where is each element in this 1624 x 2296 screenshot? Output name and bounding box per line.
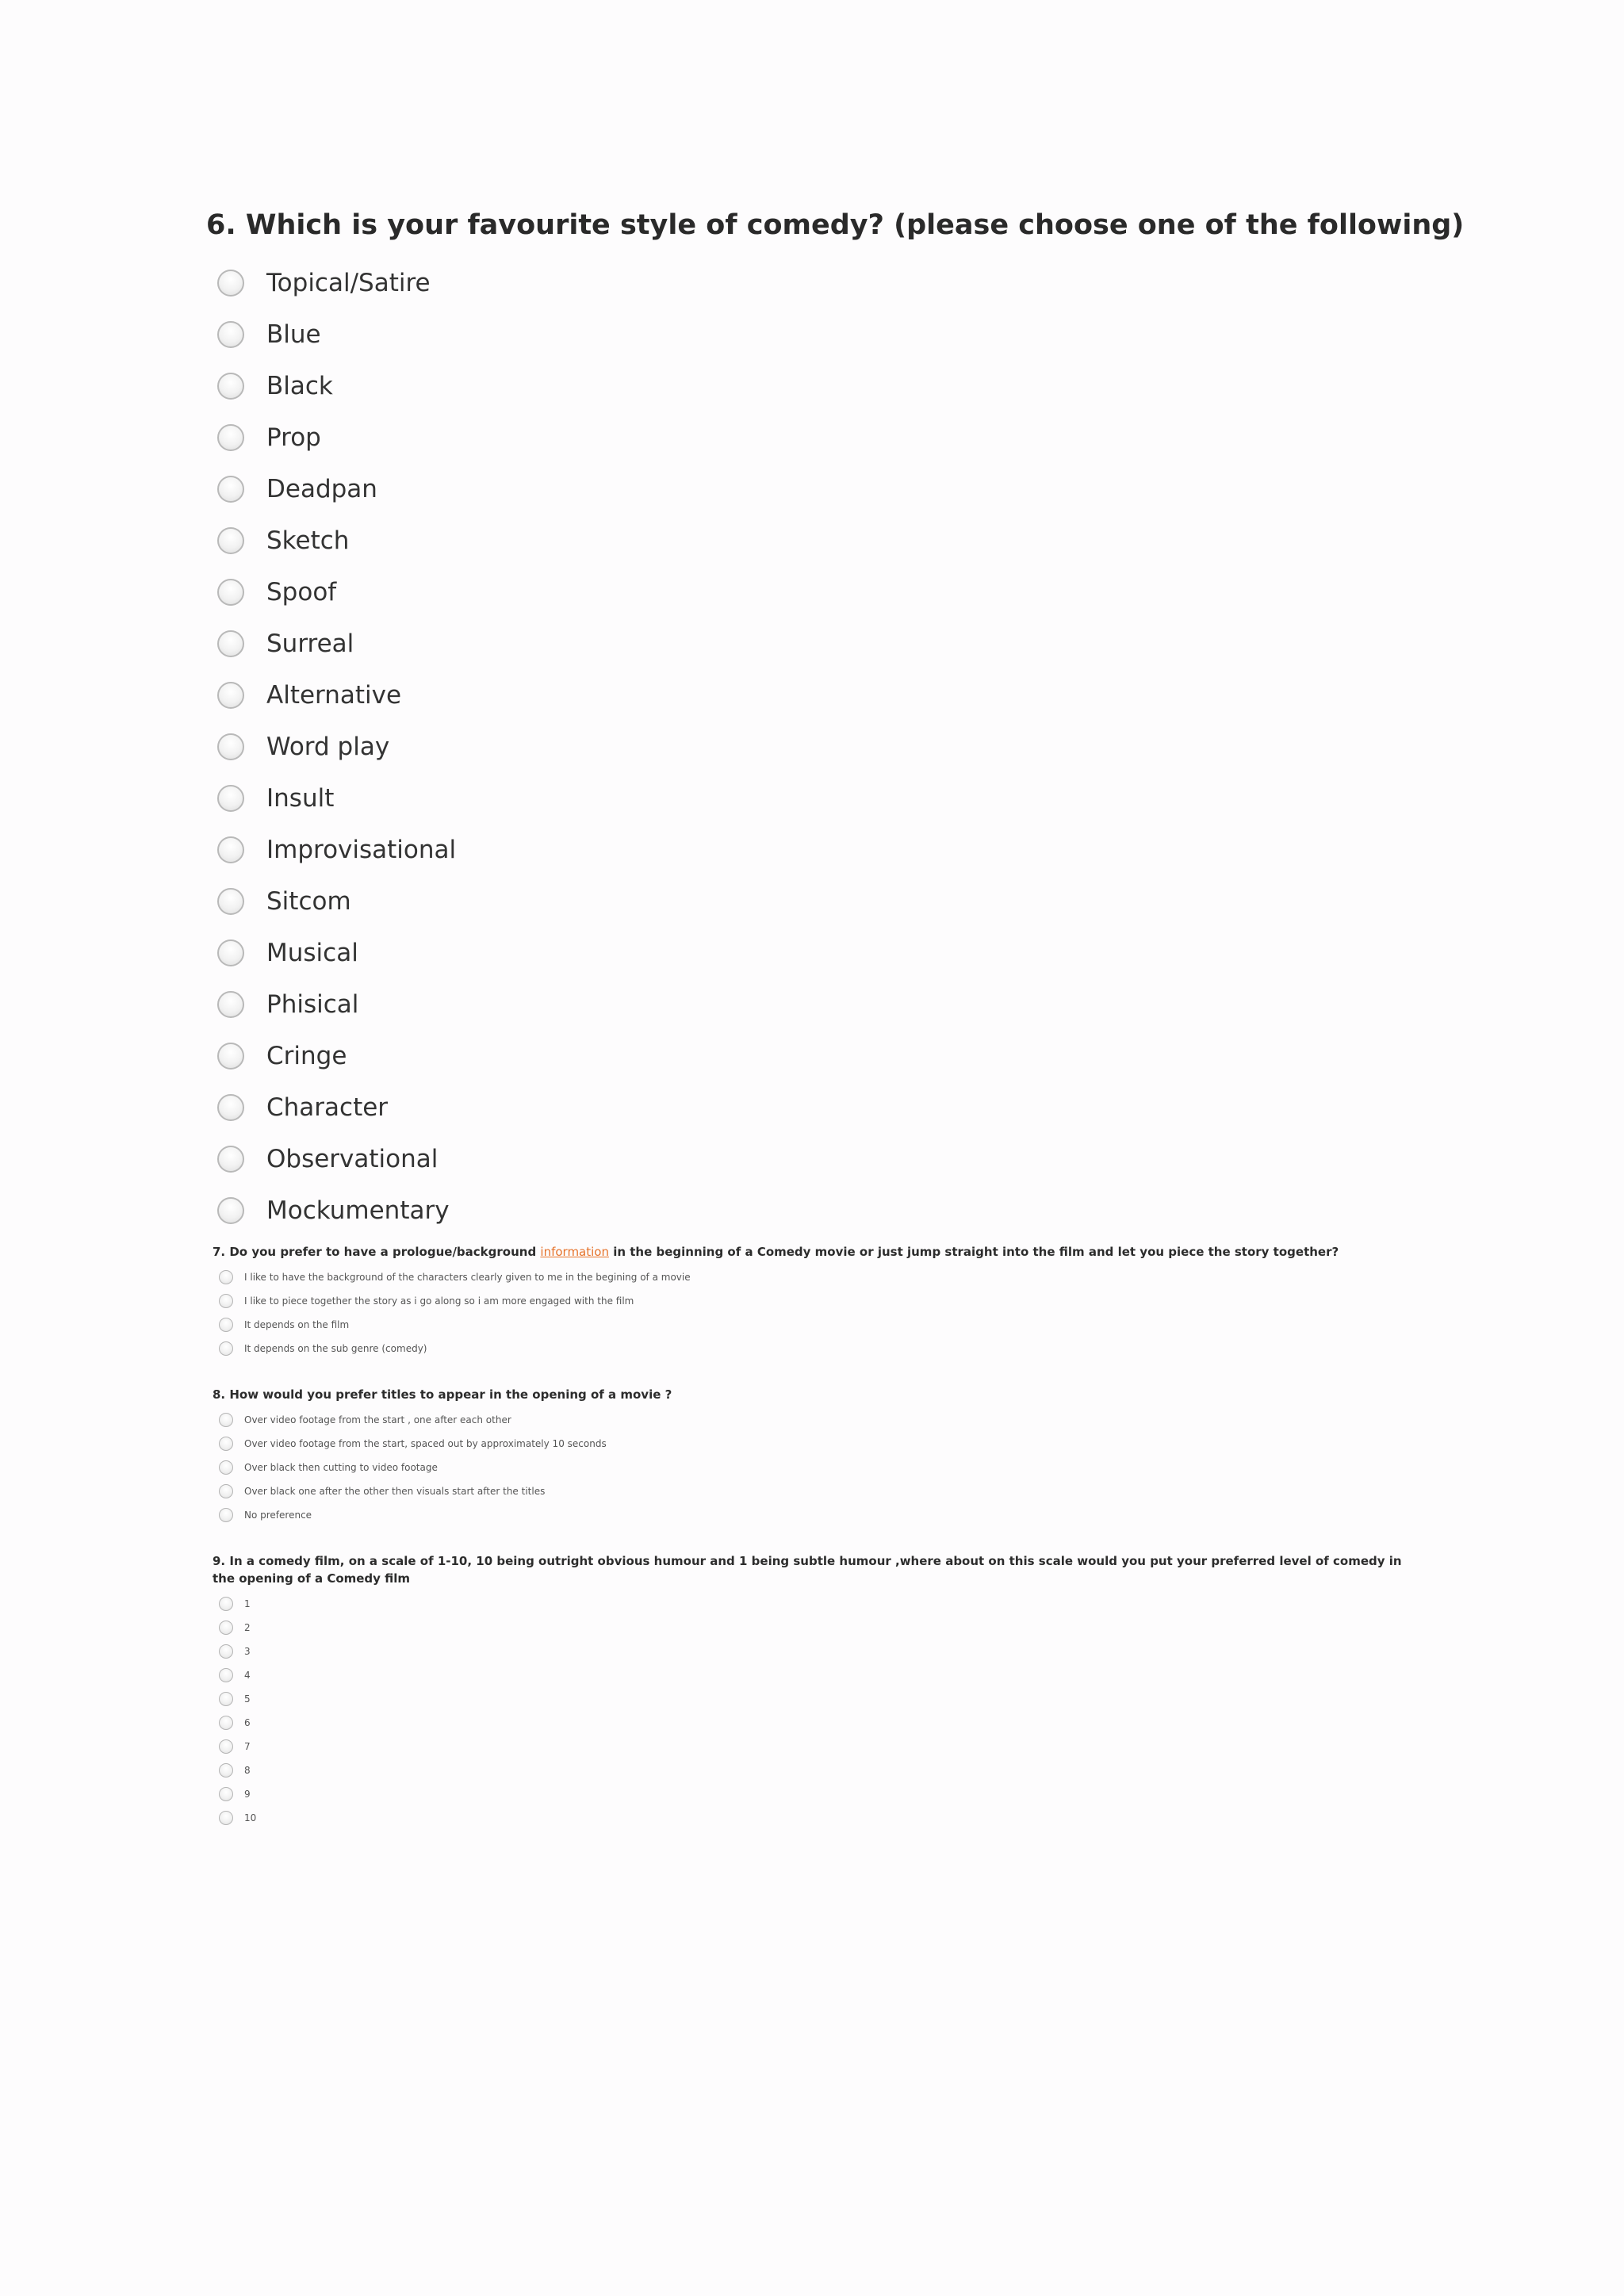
option-item[interactable] xyxy=(219,1687,1418,1711)
option-label: Over black then cutting to video footage xyxy=(244,1462,438,1473)
question-7 xyxy=(213,1243,1418,1360)
radio-button[interactable] xyxy=(219,1644,233,1659)
option-item[interactable] xyxy=(219,1663,1418,1687)
option-label: 3 xyxy=(244,1646,251,1657)
option-label: 8 xyxy=(244,1765,251,1776)
radio-button[interactable] xyxy=(219,1716,233,1730)
radio-button[interactable] xyxy=(219,1692,233,1706)
radio-button[interactable] xyxy=(217,476,244,503)
option-item[interactable] xyxy=(219,1337,1418,1360)
option-label: Surreal xyxy=(266,629,354,658)
option-label: 6 xyxy=(244,1717,251,1728)
option-item[interactable] xyxy=(219,1265,1418,1289)
option-label: Over video footage from the start , one after each other xyxy=(244,1414,511,1425)
radio-button[interactable] xyxy=(219,1739,233,1754)
option-label: Black xyxy=(266,371,333,400)
question-6 xyxy=(206,205,1475,1236)
option-item[interactable] xyxy=(219,1432,1418,1456)
option-label: Observational xyxy=(266,1144,439,1173)
radio-button[interactable] xyxy=(219,1621,233,1635)
option-item[interactable] xyxy=(217,669,1475,721)
option-item[interactable] xyxy=(217,772,1475,824)
radio-button[interactable] xyxy=(217,836,244,863)
option-item[interactable] xyxy=(217,360,1475,411)
option-label: Alternative xyxy=(266,680,402,710)
option-item[interactable] xyxy=(219,1640,1418,1663)
option-label: Deadpan xyxy=(266,474,377,503)
question-8 xyxy=(213,1386,1418,1527)
question-6-title: 6. Which is your favourite style of comedy? (please choose one of the following) xyxy=(206,209,1465,241)
option-item[interactable] xyxy=(219,1735,1418,1758)
option-label: Sitcom xyxy=(266,886,351,916)
option-item[interactable] xyxy=(219,1503,1418,1527)
option-label: Blue xyxy=(266,320,321,349)
radio-button[interactable] xyxy=(217,1197,244,1224)
option-label: Prop xyxy=(266,423,321,452)
option-item[interactable] xyxy=(217,411,1475,463)
radio-button[interactable] xyxy=(217,1043,244,1070)
radio-button[interactable] xyxy=(217,888,244,915)
option-label: It depends on the sub genre (comedy) xyxy=(244,1343,427,1354)
option-label: 5 xyxy=(244,1693,251,1705)
option-item[interactable] xyxy=(217,875,1475,927)
radio-button[interactable] xyxy=(219,1484,233,1498)
option-item[interactable] xyxy=(217,927,1475,978)
question-8-title: 8. How would you prefer titles to appear in the opening of a movie ? xyxy=(213,1387,672,1402)
option-label: Over video footage from the start, spaced out by approximately 10 seconds xyxy=(244,1438,607,1449)
radio-button[interactable] xyxy=(217,682,244,709)
radio-button[interactable] xyxy=(219,1787,233,1801)
option-label: Topical/Satire xyxy=(266,268,431,297)
radio-button[interactable] xyxy=(219,1437,233,1451)
option-label: Word play xyxy=(266,732,390,761)
radio-button[interactable] xyxy=(217,785,244,812)
radio-button[interactable] xyxy=(219,1668,233,1682)
option-label: Insult xyxy=(266,783,335,813)
radio-button[interactable] xyxy=(217,321,244,348)
radio-button[interactable] xyxy=(217,270,244,297)
option-item[interactable] xyxy=(219,1313,1418,1337)
option-item[interactable] xyxy=(217,257,1475,308)
option-label: 4 xyxy=(244,1670,251,1681)
option-item[interactable] xyxy=(219,1479,1418,1503)
option-label: 2 xyxy=(244,1622,251,1633)
question-9-title: 9. In a comedy film, on a scale of 1-10, 10 being outright obvious humour and 1 being subtle humour ,where about on this scale would you put your preferred level of comedy in the opening of a Comedy film xyxy=(213,1554,1402,1586)
radio-button[interactable] xyxy=(219,1318,233,1332)
question-7-options xyxy=(219,1265,1418,1360)
question-9-options xyxy=(219,1592,1418,1830)
radio-button[interactable] xyxy=(217,1094,244,1121)
option-item[interactable] xyxy=(217,1030,1475,1081)
radio-button[interactable] xyxy=(217,939,244,966)
radio-button[interactable] xyxy=(217,424,244,451)
radio-button[interactable] xyxy=(219,1597,233,1611)
option-item[interactable] xyxy=(217,1133,1475,1184)
option-item[interactable] xyxy=(219,1782,1418,1806)
option-label: Improvisational xyxy=(266,835,457,864)
option-item[interactable] xyxy=(219,1592,1418,1616)
option-item[interactable] xyxy=(217,721,1475,772)
radio-button[interactable] xyxy=(219,1508,233,1522)
radio-button[interactable] xyxy=(217,733,244,760)
option-item[interactable] xyxy=(219,1806,1418,1830)
radio-button[interactable] xyxy=(217,991,244,1018)
radio-button[interactable] xyxy=(217,579,244,606)
option-item[interactable] xyxy=(219,1456,1418,1479)
radio-button[interactable] xyxy=(217,527,244,554)
radio-button[interactable] xyxy=(217,630,244,657)
option-label: Sketch xyxy=(266,526,350,555)
option-item[interactable] xyxy=(219,1289,1418,1313)
option-label: Spoof xyxy=(266,577,337,607)
option-label: I like to piece together the story as i go along so i am more engaged with the film xyxy=(244,1295,634,1307)
option-label: 10 xyxy=(244,1812,257,1823)
option-label: 9 xyxy=(244,1789,251,1800)
question-8-options xyxy=(219,1408,1418,1527)
option-item[interactable] xyxy=(217,978,1475,1030)
radio-button[interactable] xyxy=(219,1341,233,1356)
option-label: Character xyxy=(266,1093,389,1122)
radio-button[interactable] xyxy=(219,1763,233,1777)
option-item[interactable] xyxy=(219,1408,1418,1432)
option-item[interactable] xyxy=(219,1711,1418,1735)
option-item[interactable] xyxy=(217,618,1475,669)
option-label: Mockumentary xyxy=(266,1196,450,1225)
question-7-title xyxy=(213,1243,1418,1261)
radio-button[interactable] xyxy=(219,1811,233,1825)
question-7-title-text: 7. Do you prefer to have a prologue/background xyxy=(213,1245,541,1259)
option-label: Phisical xyxy=(266,989,359,1019)
question-7-title-text-end: in the beginning of a Comedy movie or just jump straight into the film and let you piece the story together? xyxy=(608,1245,1339,1259)
option-item[interactable] xyxy=(217,1081,1475,1133)
question-9 xyxy=(213,1552,1418,1830)
radio-button[interactable] xyxy=(219,1270,233,1284)
option-item[interactable] xyxy=(219,1758,1418,1782)
option-item[interactable] xyxy=(217,824,1475,875)
option-label: Cringe xyxy=(266,1041,347,1070)
option-item[interactable] xyxy=(217,463,1475,515)
radio-button[interactable] xyxy=(217,1146,244,1173)
option-label: Musical xyxy=(266,938,358,967)
option-item[interactable] xyxy=(217,1184,1475,1236)
radio-button[interactable] xyxy=(219,1460,233,1475)
radio-button[interactable] xyxy=(219,1413,233,1427)
option-label: I like to have the background of the characters clearly given to me in the begining of a movie xyxy=(244,1272,691,1283)
option-item[interactable] xyxy=(217,566,1475,618)
option-item[interactable] xyxy=(217,515,1475,566)
radio-button[interactable] xyxy=(219,1294,233,1308)
option-label: It depends on the film xyxy=(244,1319,350,1330)
option-label: No preference xyxy=(244,1510,312,1521)
information-link[interactable]: information xyxy=(540,1245,609,1259)
option-label: Over black one after the other then visuals start after the titles xyxy=(244,1486,546,1497)
option-item[interactable] xyxy=(219,1616,1418,1640)
option-label: 1 xyxy=(244,1598,251,1609)
option-item[interactable] xyxy=(217,308,1475,360)
option-label: 7 xyxy=(244,1741,251,1752)
question-6-options xyxy=(217,257,1475,1236)
radio-button[interactable] xyxy=(217,373,244,400)
